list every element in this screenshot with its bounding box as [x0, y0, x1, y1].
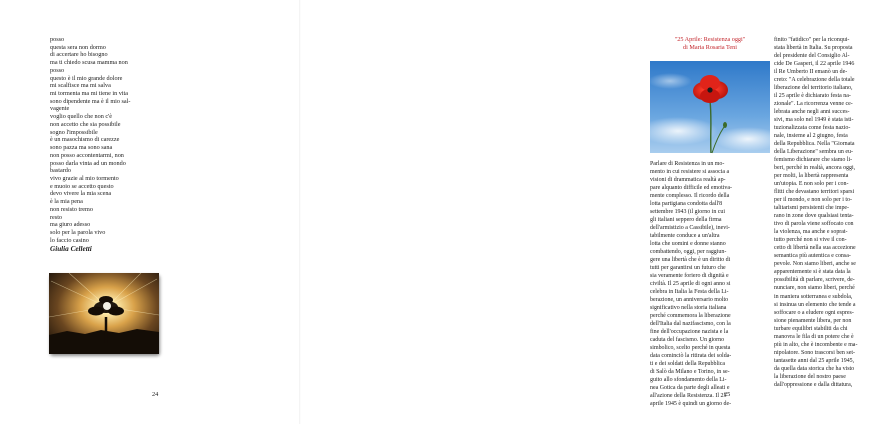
text-line: soffocare o a eludere ogni espres- [774, 309, 854, 316]
text-line: pevole. Non siamo liberi, anche se [774, 261, 856, 268]
text-line: perché commemora la liberazione [650, 313, 731, 320]
poem-author: Giulia Celletti [50, 245, 92, 254]
text-line: creto: "A celebrazione della totale [774, 77, 855, 84]
text-line: ma ti chiedo scusa mamma non [50, 59, 128, 67]
text-line: talitarismi persistenti che impe- [774, 205, 850, 212]
text-line: devo vivere la mia scena [50, 190, 112, 198]
text-line: è un masochismo di carezze [50, 136, 120, 144]
text-line: nea Gotica da parte degli alleati e [650, 385, 730, 392]
text-line: il Re Umberto II emanò un de- [774, 69, 848, 76]
page-number: 25 [724, 391, 731, 398]
text-line: berazione, un anniversario molto [650, 297, 729, 304]
text-line: zionale". La ricorrenza venne ce- [774, 101, 853, 108]
text-line: posso [50, 36, 65, 43]
text-line: data cominciò la ritirata dei solda- [650, 353, 732, 360]
text-line: un'utopia. E non solo per i con- [774, 181, 849, 188]
text-line: il 25 aprile è dichiarato festa na- [774, 93, 851, 100]
text-line: finito "fatidico" per la riconqui- [774, 37, 850, 43]
text-line: liberazione del territorio italiano, [774, 85, 853, 92]
text-line: tutto perché non si vive il con- [774, 237, 847, 244]
red-poppy-photo [650, 61, 770, 153]
article-column-right [774, 36, 894, 389]
text-line: sogno l'impossibile [50, 128, 98, 136]
text-line: visioni di drammatica realtà ap- [650, 177, 726, 184]
text-line: caduta del fascismo. Un giorno [650, 337, 725, 344]
text-line: cetto di libertà nella sua accezione [774, 245, 856, 252]
text-line: all'azione della Resistenza. Il 25 [650, 393, 727, 400]
text-line: celebra in Italia la Festa della Li- [650, 289, 729, 296]
text-line: Parlare di Resistenza in un mo- [650, 161, 725, 167]
text-line: semantica più autentica e consa- [774, 253, 851, 260]
text-line: dall'oppressione e dalla dittatura, [774, 381, 853, 388]
text-line: la violenza, ma anche e soprat- [774, 229, 848, 236]
text-line: tantasette anni dal 25 aprile 1945, [774, 357, 855, 364]
text-line: femismo dichiarare che siamo li- [774, 157, 853, 164]
left-page [0, 0, 300, 424]
text-line: questa sera non dormo [50, 43, 106, 51]
text-line: di accertare ho bisogno [50, 51, 108, 59]
text-line: posso darla vinta ad un mondo [50, 159, 126, 167]
text-line: non posso accontentarmi, non [50, 151, 124, 159]
text-line: nipolatore. Sono trascorsi ben set- [774, 349, 855, 356]
text-line: del presidente del Consiglio Al- [774, 53, 850, 60]
text-line: è la mia pena [50, 198, 83, 206]
text-line: più in alto, che è incombente e ma- [774, 341, 858, 348]
text-line: nale, insieme al 2 giugno, festa [774, 133, 848, 140]
text-line: della Liberazione" sembra un eu- [774, 149, 853, 156]
text-line: mi scalfisce ma mi salva [50, 82, 111, 90]
text-line: voglio quello che non c'è [50, 113, 112, 121]
text-line: manovra le fila di un potere che è [774, 333, 854, 340]
text-line: apparentemente si è stata data la [774, 269, 851, 276]
text-line: mi tormenta ma mi tiene in vita [50, 90, 129, 98]
text-line: civiltà. Il 25 aprile di ogni anno si [650, 281, 731, 288]
text-line: tabilmente conduce a un'altra [650, 233, 720, 240]
right-page [300, 0, 858, 424]
text-line: ti e dei soldati della Repubblica [650, 361, 726, 368]
text-line: sia veramente foriero di dignità e [650, 273, 729, 280]
text-line: settembre 1943 (il giorno in cui [650, 209, 726, 216]
text-line: e muoio se accetto questo [50, 182, 114, 190]
text-line: lotta che uomini e donne stanno [650, 241, 726, 248]
article-author: di Maria Rosaria Teni [683, 44, 737, 51]
text-line: stata libertà in Italia. Su proposta [774, 45, 853, 52]
text-line: questo è il mio grande dolore [50, 74, 123, 82]
article-title-block [650, 36, 770, 52]
text-line: solo per la parola vivo [50, 228, 106, 236]
text-line: della Repubblica. Nella "Giornata [774, 141, 855, 148]
text-line: fine dell'occupazione nazista e la [650, 329, 729, 336]
text-line: sivi, ma solo nel 1949 è stata isti- [774, 117, 854, 124]
text-line: sione pienamente libera, per non [774, 317, 852, 324]
text-line: vagente [50, 105, 70, 113]
text-line: non accetto che sia possibile [50, 120, 121, 128]
text-line: resto [50, 213, 63, 221]
text-line: nunciare, non siamo liberi, perché [774, 285, 855, 292]
text-line: sono pazza ma sono sana [50, 144, 113, 152]
text-line: tuzionalizzata come festa nazio- [774, 125, 851, 132]
text-line: posso [50, 66, 65, 74]
text-line: si insinua un elemento che tende a [774, 301, 856, 308]
text-line: combattendo, oggi, per raggiun- [650, 249, 727, 256]
text-line: dell'Italia dal nazifascismo, con la [650, 321, 731, 328]
text-line: lebrata anche negli anni succes- [774, 109, 850, 116]
text-line: aprile 1945 è quindi un giorno de- [650, 401, 732, 408]
text-line: non resisto tremo [50, 205, 93, 213]
page-number: 24 [152, 391, 159, 398]
text-line: significativo nella storia italiana [650, 305, 727, 312]
text-line: lotta partigiana condotta dall'8 [650, 201, 723, 208]
text-line: guito allo sfondamento della Li- [650, 377, 727, 384]
sunset-tree-photo [49, 273, 159, 354]
text-line: gere una libertà che è un diritto di [650, 257, 731, 264]
text-line: bastardo [50, 167, 71, 175]
text-line: da quella data storica che ha visto [774, 365, 855, 372]
text-line: mente complesso. Il ricordo della [650, 193, 730, 200]
text-line: beri, perché in realtà, ancora oggi, [774, 165, 856, 172]
text-line: per il mondo, e non solo per i to- [774, 197, 852, 204]
text-line: flitti che devastano territori sparsi [774, 189, 855, 196]
article-title: "25 Aprile: Resistenza oggi" [674, 36, 746, 43]
text-line: vivo grazie al mio tormento [50, 174, 119, 182]
text-line: pare alquanto difficile ed emotiva- [650, 185, 732, 192]
article-column-left [650, 160, 770, 408]
text-line: la liberazione del nostro paese [774, 373, 846, 380]
text-line: possibilità di parlare, scrivere, de- [774, 277, 855, 284]
text-line: per molti, la libertà rappresenta [774, 173, 849, 180]
text-line: rano in zone dove qualsiasi tenta- [774, 213, 854, 220]
text-line: turbare equilibri stabiliti da chi [774, 325, 848, 332]
poem-text [50, 36, 170, 254]
text-line: mento in cui resistere si associa a [650, 169, 730, 176]
text-line: lo faccio casino [50, 236, 89, 244]
text-line: gli italiani seppero della firma [650, 217, 722, 224]
text-line: simbolico, scelto perché in questa [650, 345, 731, 352]
text-line: sono dipendente ma è il mio sal- [50, 97, 131, 105]
text-line: cide De Gasperi, il 22 aprile 1946 [774, 61, 855, 68]
text-line: in maniera sotterranea e subdola, [774, 293, 853, 300]
text-line: ma giuro adesso [50, 221, 91, 229]
text-line: tivo di parola viene soffocato con [774, 221, 854, 228]
text-line: tutti per garantirsi un futuro che [650, 265, 726, 272]
text-line: dell'armistizio a Cassibile), inevi- [650, 225, 730, 232]
text-line: di Salò da Milano e Torino, in se- [650, 369, 730, 376]
